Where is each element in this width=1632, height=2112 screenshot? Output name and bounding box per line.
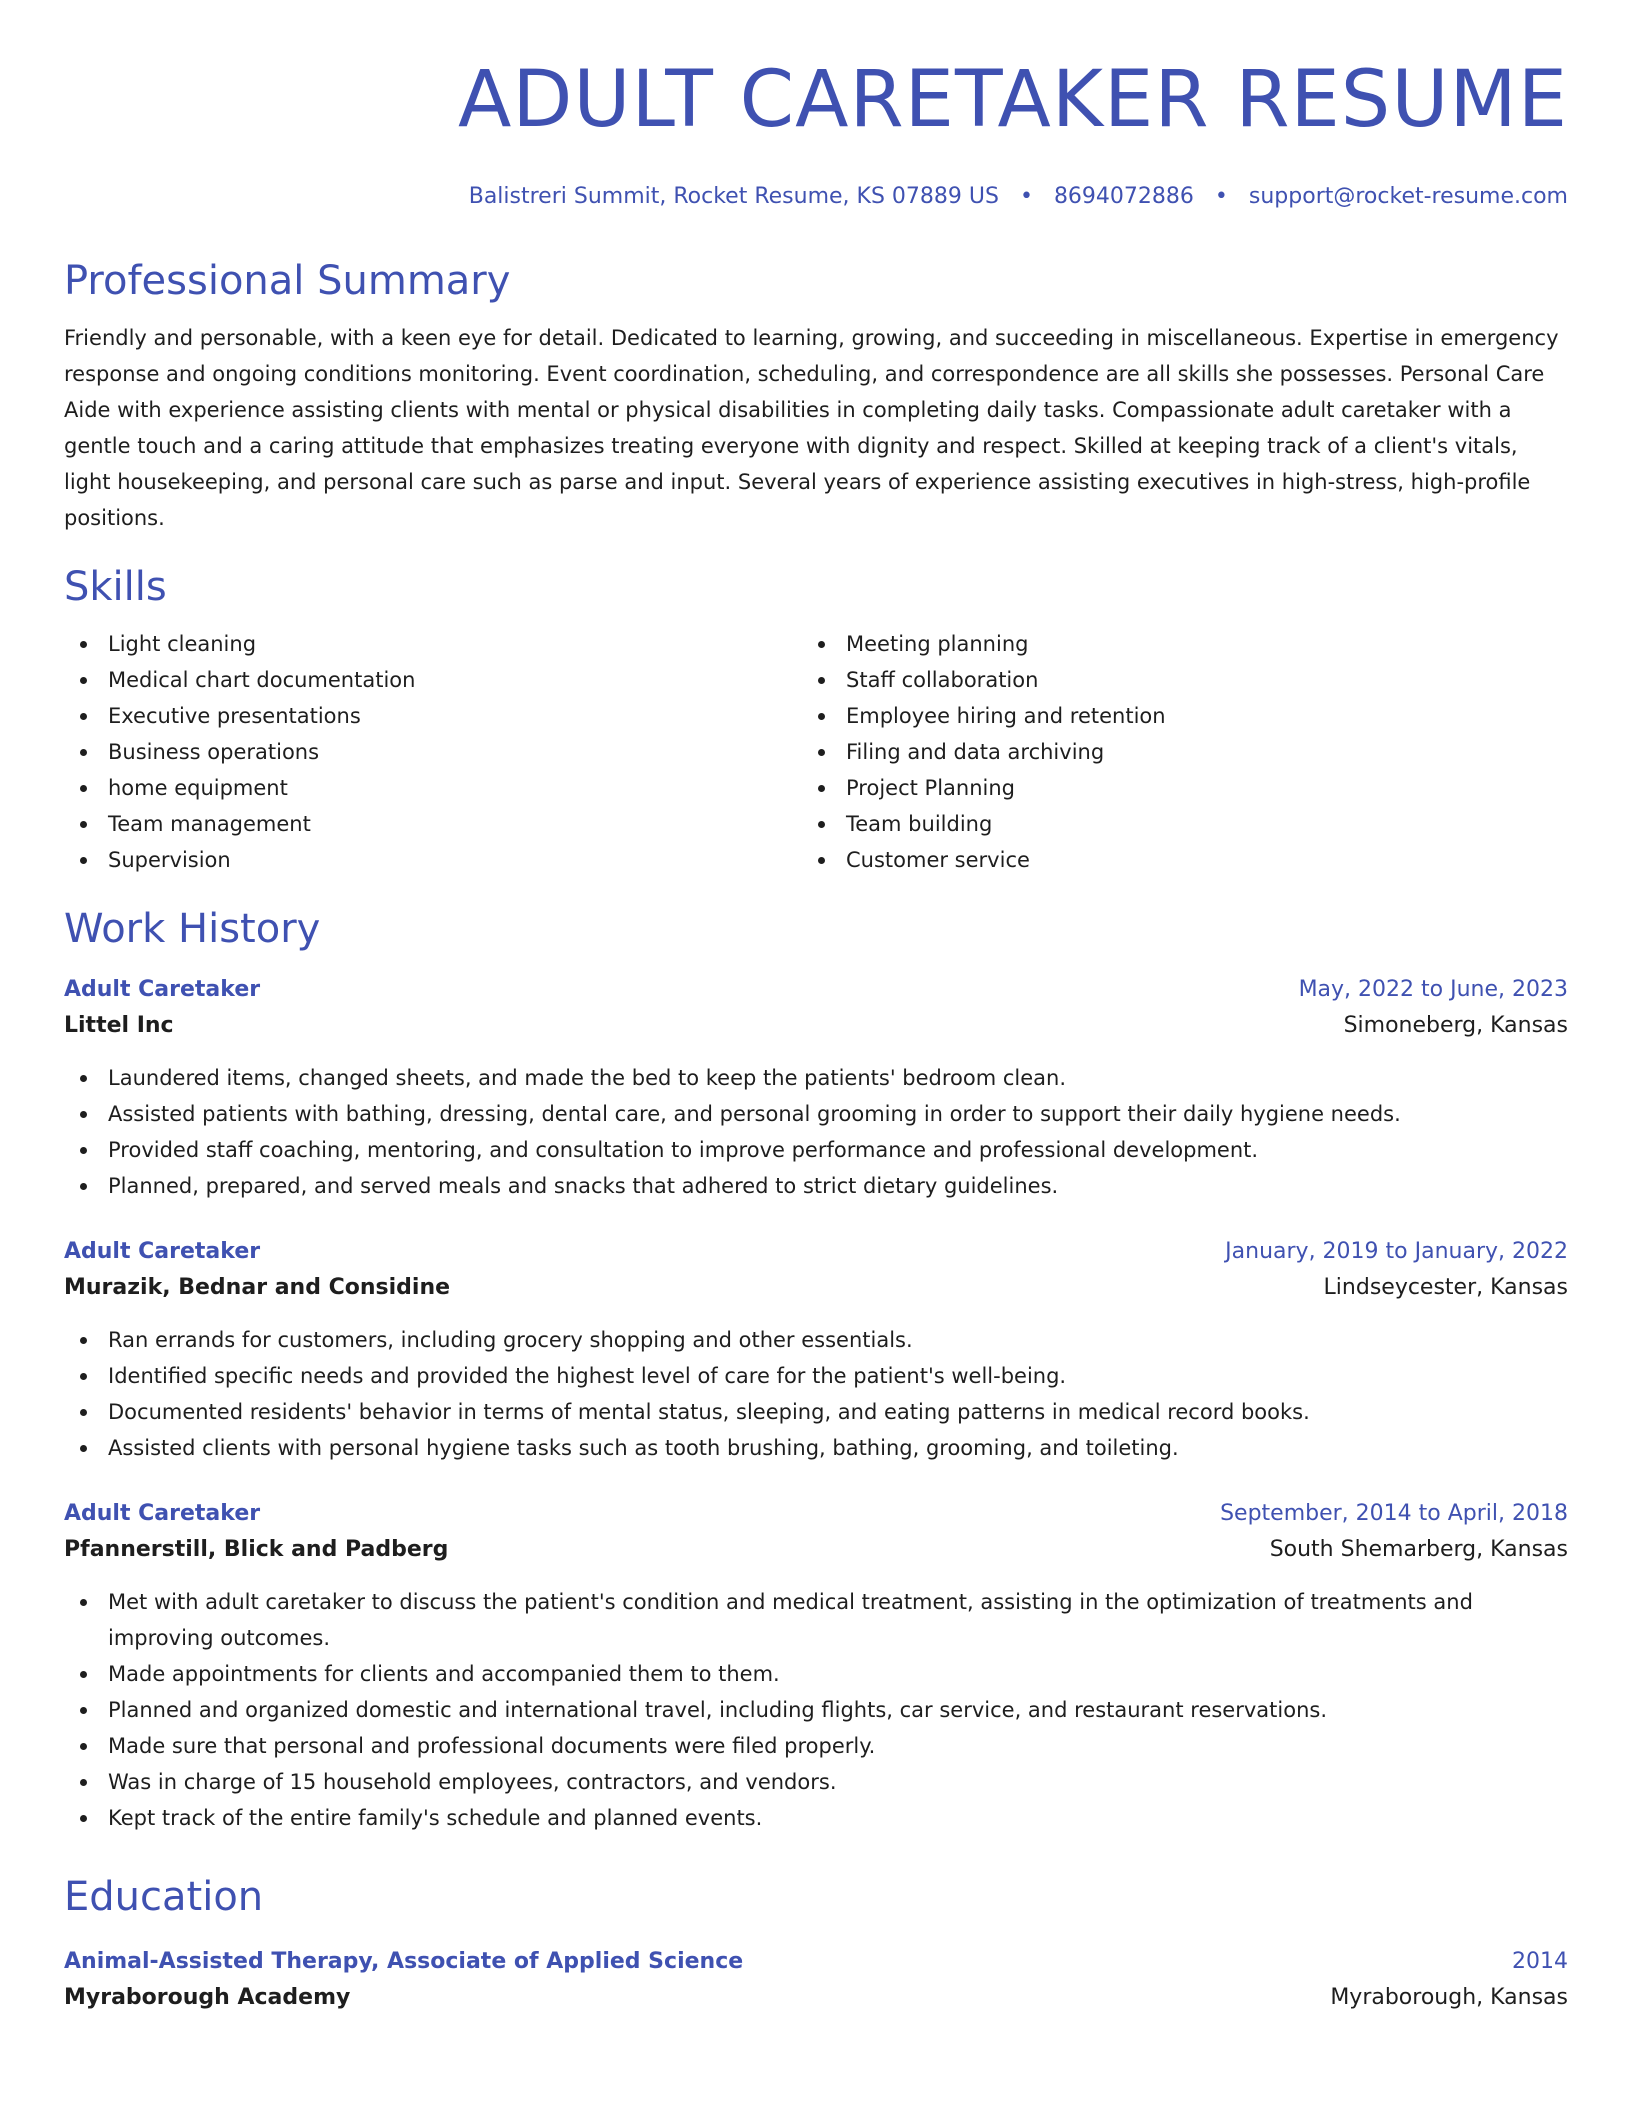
- job-duties: [64, 1322, 1568, 1466]
- job-entry: [64, 972, 1568, 1204]
- skill-item: home equipment: [64, 770, 802, 806]
- job-header: [64, 1496, 1568, 1532]
- job-dates: May, 2022 to June, 2023: [1298, 977, 1568, 1002]
- job-duty: Planned and organized domestic and international travel, including flights, car service, and restaurant reservations.: [64, 1692, 1568, 1728]
- job-title: Adult Caretaker: [64, 977, 261, 1002]
- education-header: [64, 1944, 1568, 1980]
- job-duty: Provided staff coaching, mentoring, and consultation to improve performance and professional development.: [64, 1132, 1568, 1168]
- summary-text: Friendly and personable, with a keen eye for detail. Dedicated to learning, growing, and succeeding in miscellaneous. Expertise in emergency response and ongoing conditions monitoring. Event coordination, scheduling, and correspondence are all skills she possesses. Personal Care Aide with experience assisting clients with mental or physical disabilities in completing daily tasks. Compassionate adult caretaker with a gentle touch and a caring attitude that emphasizes treating everyone with dignity and respect. Skilled at keeping track of a client's vitals, light housekeeping, and personal care such as parse and input. Several years of experience assisting executives in high-stress, high-profile positions.: [64, 326, 1559, 530]
- job-duty: Was in charge of 15 household employees, contractors, and vendors.: [64, 1764, 1568, 1800]
- job-duty: Met with adult caretaker to discuss the patient's condition and medical treatment, assisting in the optimization of treatments and improving outcomes.: [64, 1584, 1568, 1656]
- education-school: Myraborough Academy: [64, 1985, 351, 2010]
- skill-item: Customer service: [802, 842, 1540, 878]
- job-duties: [64, 1584, 1568, 1836]
- job-company: Murazik, Bednar and Considine: [64, 1275, 451, 1300]
- contact-separator: •: [1214, 184, 1228, 209]
- job-duty: Laundered items, changed sheets, and made the bed to keep the patients' bedroom clean.: [64, 1060, 1568, 1096]
- contact-email: support@rocket-resume.com: [1248, 184, 1568, 209]
- skills-list: [64, 626, 1568, 878]
- skill-item: Staff collaboration: [802, 662, 1540, 698]
- job-title: Adult Caretaker: [64, 1501, 261, 1526]
- job-employer: [64, 1270, 1568, 1306]
- job-duties: [64, 1060, 1568, 1204]
- contact-address: Balistreri Summit, Rocket Resume, KS 07889 US: [468, 184, 999, 209]
- skill-item: Team management: [64, 806, 802, 842]
- job-duty: Made sure that personal and professional documents were filed properly.: [64, 1728, 1568, 1764]
- job-title: Adult Caretaker: [64, 1239, 261, 1264]
- job-duty: Kept track of the entire family's schedule and planned events.: [64, 1800, 1568, 1836]
- job-employer: [64, 1008, 1568, 1044]
- education-heading: Education: [64, 1874, 264, 1920]
- job-location: Simoneberg, Kansas: [1343, 1013, 1568, 1038]
- summary-heading: Professional Summary: [64, 258, 511, 304]
- job-employer: [64, 1532, 1568, 1568]
- education-year: 2014: [1512, 1949, 1568, 1974]
- skill-item: Meeting planning: [802, 626, 1540, 662]
- job-duty: Documented residents' behavior in terms of mental status, sleeping, and eating patterns in medical record books.: [64, 1394, 1568, 1430]
- education-entry: [64, 1944, 1568, 2016]
- job-duty: Ran errands for customers, including grocery shopping and other essentials.: [64, 1322, 1568, 1358]
- skill-item: Business operations: [64, 734, 802, 770]
- work-history-heading: Work History: [64, 906, 321, 952]
- education-location: Myraborough, Kansas: [1330, 1985, 1568, 2010]
- job-duty: Made appointments for clients and accompanied them to them.: [64, 1656, 1568, 1692]
- job-duty: Identified specific needs and provided the highest level of care for the patient's well-being.: [64, 1358, 1568, 1394]
- skill-item: Supervision: [64, 842, 802, 878]
- job-duty: Assisted clients with personal hygiene tasks such as tooth brushing, bathing, grooming, and toileting.: [64, 1430, 1568, 1466]
- job-dates: January, 2019 to January, 2022: [1225, 1239, 1568, 1264]
- skill-item: Light cleaning: [64, 626, 802, 662]
- resume-title: ADULT CARETAKER RESUME: [457, 55, 1568, 145]
- skills-column-right: [802, 626, 1540, 878]
- job-location: Lindseycester, Kansas: [1323, 1275, 1568, 1300]
- job-header: [64, 1234, 1568, 1270]
- skill-item: Project Planning: [802, 770, 1540, 806]
- job-company: Pfannerstill, Blick and Padberg: [64, 1537, 449, 1562]
- skill-item: Filing and data archiving: [802, 734, 1540, 770]
- skill-item: Medical chart documentation: [64, 662, 802, 698]
- skills-column-left: [64, 626, 802, 878]
- job-entry: [64, 1234, 1568, 1466]
- job-company: Littel Inc: [64, 1013, 174, 1038]
- contact-phone: 8694072886: [1053, 184, 1194, 209]
- skill-item: Employee hiring and retention: [802, 698, 1540, 734]
- job-duty: Planned, prepared, and served meals and snacks that adhered to strict dietary guidelines.: [64, 1168, 1568, 1204]
- education-degree: Animal-Assisted Therapy, Associate of Applied Science: [64, 1949, 744, 1974]
- job-entry: [64, 1496, 1568, 1836]
- job-duty: Assisted patients with bathing, dressing, dental care, and personal grooming in order to support their daily hygiene needs.: [64, 1096, 1568, 1132]
- job-header: [64, 972, 1568, 1008]
- skill-item: Executive presentations: [64, 698, 802, 734]
- contact-line: [64, 182, 1568, 212]
- education-institution: [64, 1980, 1568, 2016]
- job-location: South Shemarberg, Kansas: [1269, 1537, 1568, 1562]
- skill-item: Team building: [802, 806, 1540, 842]
- job-dates: September, 2014 to April, 2018: [1220, 1501, 1568, 1526]
- skills-heading: Skills: [64, 564, 167, 610]
- contact-separator: •: [1019, 184, 1033, 209]
